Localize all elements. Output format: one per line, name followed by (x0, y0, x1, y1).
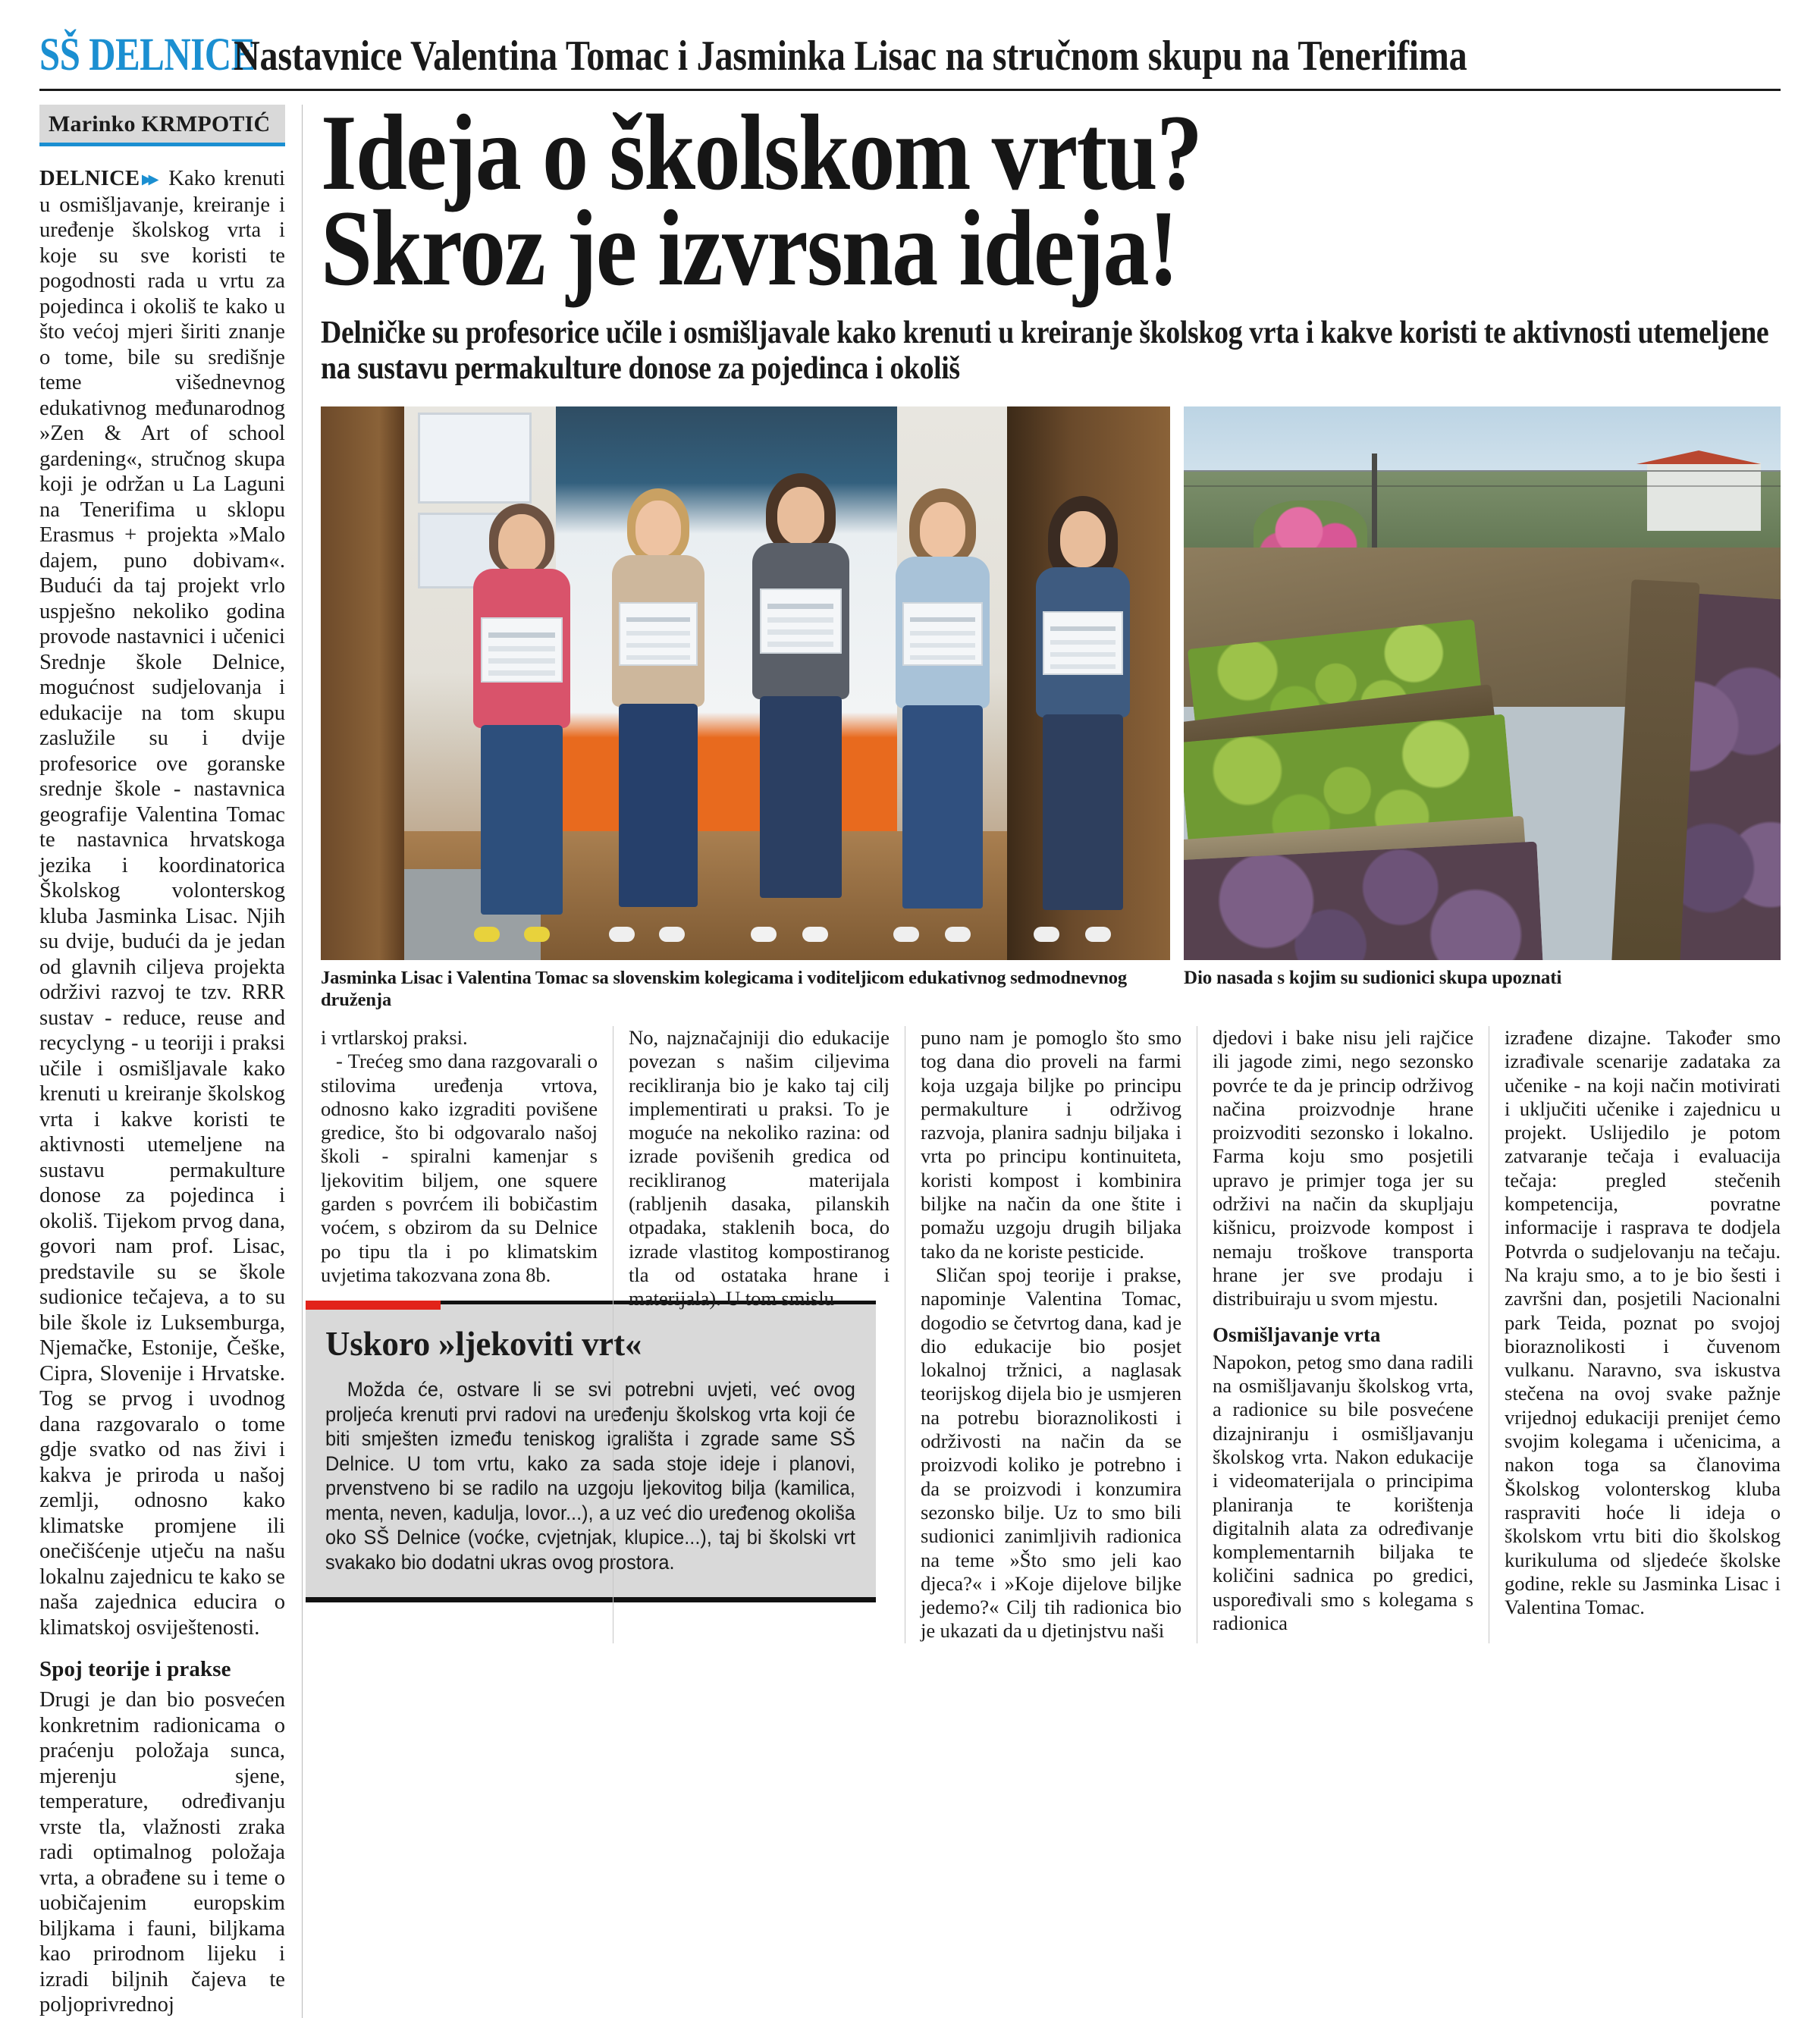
col1-para-a: i vrtlarskoj praksi. (321, 1026, 468, 1049)
left-column-continued (39, 1687, 285, 2018)
kicker-headline: Nastavnice Valentina Tomac i Jasminka Lisac na stručnom skupu na Tenerifima (234, 33, 1467, 80)
dateline-label: DELNICE (39, 167, 140, 190)
photo-row (321, 406, 1781, 1011)
text-column-4 (1197, 1026, 1489, 1643)
page-title (321, 93, 1781, 308)
photo-group-teachers (321, 406, 1170, 960)
headline-line-2: Skroz je izvrsna ideja! (321, 188, 1178, 308)
lower-columns (321, 1026, 1781, 1643)
subhead-garden-design: Osmišljavanje vrta (1213, 1323, 1381, 1346)
col2-para: No, najznačajniji dio edukacije povezan s našim ciljevima recikliranja bio je kako taj cilj implementirati u praksi. To je moguće na nekoliko razina: od izrade povišenih gredica od recikliranog materijala (rabljenih dasaka, pilanskih otpadaka, staklenih boca, do izrade vlastitog kompostiranog tla od ostataka hrane i materijala). U tom smislu (629, 1026, 890, 1310)
kicker-brand: SŠ DELNICE (39, 30, 256, 80)
photo-right-caption: Dio nasada s kojim su sudionici skupa upoznati (1184, 968, 1562, 988)
kicker-bar (39, 32, 1781, 86)
headline-line-1: Ideja o školskom vrtu? (321, 93, 1202, 212)
highlight-box-title: Uskoro »ljekoviti vrt« (325, 1325, 642, 1364)
byline-author: Marinko KRMPOTIĆ (49, 111, 271, 137)
text-column-5 (1489, 1026, 1781, 1643)
lead-text: Kako krenuti u osmišljavanje, kreiranje i uređenje školskog vrta i koje su sve koristi te pogodnosti rada u vrtu za pojedinca i okoliš te kako u što većoj mjeri širiti znanje o tome, bile su središnje teme višednevnog edukativnog međunarodnog »Zen & Art of school gardening«, stručnog skupa koji je održan u La Laguni na Tenerifima u sklopu Erasmus + projekta »Malo dajem, puno dobivam«. Budući da taj projekt vrlo uspješno nekoliko godina provode nastavnici i učenici Srednje škole Delnice, mogućnost sudjelovanja i edukacije na tom skupu zaslužile su i dvije profesorice ove goranske srednje škole - nastavnica geografije Valentina Tomac te nastavnica hrvatskoga jezika i koordinatorica Školskog volonterskog kluba Jasminka Lisac. Njih su dvije, budući da je jedan od glavnih ciljeva projekta održivi razvoj te tzv. RRR sustav - reduce, reuse and recyclyng - u teoriji i praksi učile i osmišljavale kako krenuti u kreiranje školskog vrta i kakve koristi te aktivnosti utemeljene na sustavu permakulture donose za pojedinca i okoliš. Tijekom prvog dana, govori nam prof. Lisac, predstavile su se škole sudionice tečajeva, a to su bile škole iz Luksemburga, Njemačke, Estonije, Češke, Cipra, Slovenije i Hrvatske. Tog se prvog i uvodnog dana razgovaralo o tome gdje svatko od nas živi i kakva je priroda u našoj zemlji, odnosno kako klimatske promjene ili onečišćenje utječu na našu lokalnu zajednicu te kako se naša zajednica educira o klimatskoj osviještenosti. (39, 167, 285, 1640)
deck-subheading: Delničke su profesorice učile i osmišljavale kako krenuti u kreiranje školskog vrta i kakve koristi te aktivnosti utemeljene na sustavu permakulture donose za pojedinca i okoliš (321, 315, 1769, 386)
col4-para-a: djedovi i bake nisu jeli rajčice ili jagode zimi, nego sezonsko povrće te da je princip održivog načina proizvodnje hrane proizvoditi sezonsko i lokalno. Farma koju smo posjetili upravo je primjer toga jer su održivi na način da skupljaju kišnicu, proizvode kompost i nemaju troškove transporta hrane jer sve prodaju i distribuiraju u svom mjestu. (1213, 1026, 1473, 1310)
byline-accent-rule (39, 143, 285, 146)
subhead-theory-practice: Spoj teorije i prakse (39, 1657, 231, 1681)
text-column-2 (613, 1026, 905, 1643)
right-column (303, 93, 1781, 2018)
photo-right-block (1184, 406, 1781, 1011)
photo-left-block (321, 406, 1170, 1011)
left-column (39, 105, 303, 2018)
arrow-marker-icon: ▸▸ (142, 169, 155, 190)
top-divider-rule (39, 89, 1781, 91)
col1-para-b: - Trećeg smo dana razgovarali o stilovima uređenja vrtova, odnosno kako izgraditi povišene gredice, što bi odgovaralo našoj školi - spiralni kamenjar s ljekovitim biljem, one squere garden s povrćem ili bobičastim voćem, s obzirom da su Delnice po tipu tla i po klimatskim uvjetima takozvana zona 8b. (321, 1050, 598, 1286)
lead-paragraph (39, 166, 285, 1640)
left-continued-text: Drugi je dan bio posvećen konkretnim radionicama o praćenju položaja sunca, mjerenju sjene, temperature, određivanju vrste tla, vlažnosti zraka radi optimalnog položaja vrta, a obrađene su i teme o uobičajenim europskim biljkama i fauni, biljkama kao prirodnom lijeku i izradi biljnih čajeva te poljoprivrednoj (39, 1688, 285, 2017)
photo-left-caption: Jasminka Lisac i Valentina Tomac sa slovenskim kolegicama i voditeljicom edukativnog sedmodnevnog druženja (321, 968, 1128, 1010)
col3-para-b: Sličan spoj teorije i prakse, napominje Valentina Tomac, dogodio se četvrtog dana, kad je dio edukacije bio posjet lokalnoj tržnici, a naglasak teorijskog dijela bio je usmjeren na potrebu bioraznolikosti i održivosti na način da se proizvodi koliko je potrebno i da se proizvodi i konzumira sezonsko bilje. Uz to smo bili sudionici zanimljivih radionica na teme »Što smo jeli kao djeca?« i »Koje dijelove biljke jedemo?« Cilj tih radionica bio je ukazati da u djetinjstvu naši (921, 1263, 1181, 1643)
main-grid (39, 93, 1781, 2018)
byline-box (39, 105, 285, 143)
col5-para: izrađene dizajne. Također smo izrađivale scenarije zadataka za učenike - na koji način motivirati i uključiti učenike i zajednicu u projekt. Uslijedilo je potom zatvaranje tečaja i evaluacija tečaja: pregled stečenih kompetencija, povratne informacije i rasprava te dodjela Potvrda o sudjelovanju na tečaju. Na kraju smo, a to je bio šesti i završni dan, posjetili Nacionalni park Teida, poznat po svojoj bioraznolikosti i čuvenom vulkanu. Naravno, sva iskustva stečena na ovoj svake pažnje vrijednoj edukaciji prenijet ćemo svojim kolegama i učenicima, a nakon toga sa članovima Školskog volonterskog kluba raspraviti hoće li ideja o školskom vrtu biti dio školskog kurikuluma od sljedeće školske godine, rekle su Jasminka Lisac i Valentina Tomac. (1505, 1026, 1781, 1619)
photo-garden (1184, 406, 1781, 960)
text-column-3 (905, 1026, 1197, 1643)
col4-para-b: Napokon, petog smo dana radili na osmišljavanju školskog vrta, a radionice su bile posvećene dizajniranju i osmišljavanju školskog vrta. Nakon edukacije i videomaterijala o principima planiranja te korištenja digitalnih alata za određivanje komplementarnih biljaka te količini sadnica po gredici, uspoređivali smo s kolegama s radionica (1213, 1350, 1473, 1635)
col3-para-a: puno nam je pomoglo što smo tog dana dio proveli na farmi koja uzgaja biljke po principu permakulture i održivog razvoja, planira sadnju biljaka i vrta po principu kontinuiteta, koristi kompost i kombinira biljke na način da one štite i pomažu uzgoju drugih biljaka tako da ne koriste pesticide. (921, 1026, 1181, 1263)
highlight-box-accent-bar (306, 1301, 441, 1310)
highlight-box-body: Možda će, ostvare li se svi potrebni uvjeti, već ovog proljeća krenuti prvi radovi na uređenju školskog vrta koji će biti smješten između teniskog igrališta i zgrade same SŠ Delnice. U tom vrtu, kako za sada stoje ideje i planovi, prvenstveno bi se radilo na uzgoju ljekovitog bilja (kamilica, menta, neven, kadulja, lovor...), a uz već dio uređenog okoliša oko SŠ Delnice (voćke, cvjetnjak, klupice...), taj bi školski vrt svakako bio dodatni ukras ovog prostora. (325, 1378, 855, 1574)
